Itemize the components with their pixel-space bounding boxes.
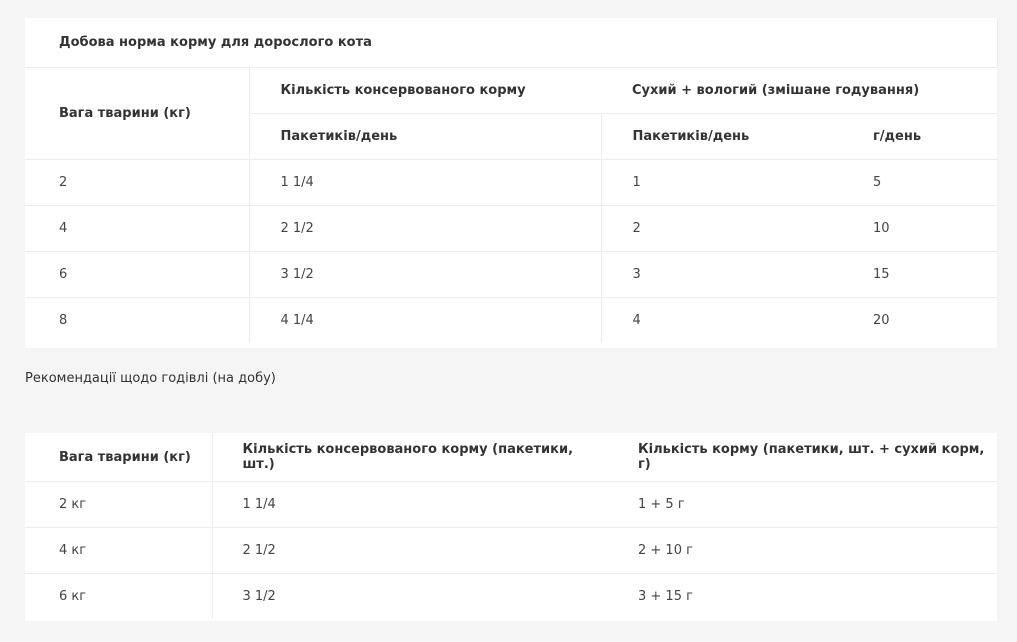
table-row — [25, 206, 997, 252]
cell-canned: 3 1/2 — [249, 252, 601, 298]
table-row — [25, 252, 997, 298]
feeding-recommendations-label: Рекомендації щодо годівлі (на добу) — [25, 371, 276, 386]
header-mixed: Кількість корму (пакетики, шт. + сухий корм, г) — [608, 433, 997, 482]
table-row — [25, 160, 997, 206]
cell-grams: 20 — [873, 313, 890, 328]
table-row — [25, 482, 997, 528]
table-caption-row — [25, 18, 997, 68]
cell-packs: 3 — [601, 252, 842, 298]
header-row — [25, 433, 997, 482]
cell-weight: 2 — [25, 160, 249, 206]
header-canned: Кількість консервованого корму (пакетики, шт.) — [212, 433, 608, 482]
table-row — [25, 298, 997, 344]
cell-mixed: 1 + 5 г — [608, 482, 997, 528]
header-row — [25, 68, 997, 114]
cell-weight: 4 — [25, 206, 249, 252]
feeding-recommendations-table-wrap — [25, 433, 997, 621]
cell-canned: 2 1/2 — [249, 206, 601, 252]
cell-weight: 6 кг — [25, 574, 212, 620]
table-row — [25, 528, 997, 574]
cell-weight: 6 — [25, 252, 249, 298]
cell-canned: 3 1/2 — [242, 589, 276, 604]
cell-weight: 2 кг — [25, 482, 212, 528]
cell-packs: 1 — [601, 160, 842, 206]
cell-canned: 1 1/4 — [249, 160, 601, 206]
feeding-recommendations-table — [25, 433, 997, 619]
cell-weight: 4 кг — [25, 528, 212, 574]
header-weight: Вага тварини (кг) — [25, 68, 249, 160]
subheader-mixed-packs: Пакетиків/день — [601, 114, 842, 160]
cell-mixed: 3 + 15 г — [638, 589, 693, 604]
feeding-table-adult-cat — [25, 18, 997, 348]
cell-weight: 8 — [25, 298, 249, 344]
daily-norm-table — [25, 18, 998, 343]
cell-canned: 4 1/4 — [249, 298, 601, 344]
header-mixed: Сухий + вологий (змішане годування) — [601, 68, 997, 114]
cell-packs: 2 — [601, 206, 842, 252]
cell-canned: 1 1/4 — [212, 482, 608, 528]
cell-grams: 15 — [842, 252, 997, 298]
cell-grams: 10 — [842, 206, 997, 252]
cell-packs: 4 — [632, 313, 641, 328]
cell-canned: 2 1/2 — [212, 528, 608, 574]
cell-grams: 5 — [842, 160, 997, 206]
table-caption: Добова норма корму для дорослого кота — [25, 18, 997, 68]
cell-mixed: 2 + 10 г — [608, 528, 997, 574]
table-row — [25, 574, 997, 620]
subheader-mixed-grams: г/день — [842, 114, 997, 160]
header-weight: Вага тварини (кг) — [25, 433, 212, 482]
header-canned: Кількість консервованого корму — [249, 68, 601, 114]
subheader-canned-packs: Пакетиків/день — [249, 114, 601, 160]
